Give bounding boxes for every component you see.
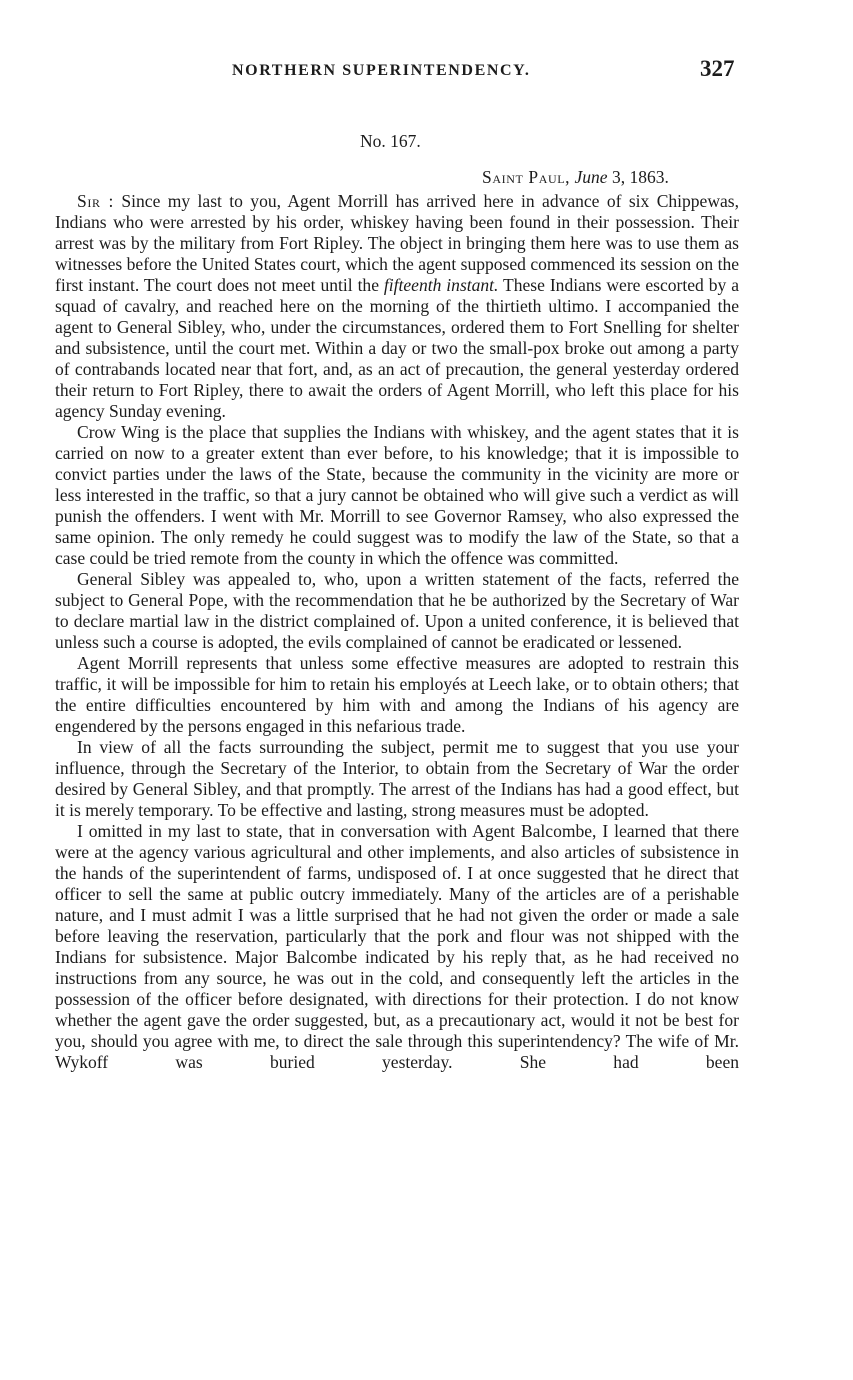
page-number: 327 <box>700 56 735 81</box>
paragraph-1-text-a: Since my last to you, Agent Morrill has arrived here in advance of six Chippewas, Indians who were arrested by his order, whiskey having been found in their possession. Their arrest was by the military from Fort Ripley. The object in bringing them here was to use them as witnesses before the United States court, which the agent supposed commenced its session on the first instant. The court does not meet until the <box>55 191 739 295</box>
paragraph-1 <box>55 191 739 422</box>
salutation: Sir : <box>77 191 115 211</box>
document-number: No. 167. <box>360 131 421 151</box>
paragraph-6: I omitted in my last to state, that in conversation with Agent Balcombe, I learned that there were at the agency various agricultural and other implements, and also articles of subsistence in the hands of the superintendent of farms, undisposed of. I at once suggested that he direct that officer to sell the same at public outcry immediately. Many of the articles are of a perishable nature, and I must admit I was a little surprised that he had not given the order or made a sale before leaving the reservation, particularly that the pork and flour was not shipped with the Indians for subsistence. Major Balcombe indicated by his reply that, as he had received no instructions from any source, he was out in the cold, and consequently left the articles in the possession of the officer before designated, with directions for their protection. I do not know whether the agent gave the order suggested, but, as a precautionary act, would it not be best for you, should you agree with me, to direct the sale through this superintendency? The wife of Mr. Wykoff was buried yesterday. She had been <box>55 821 739 1072</box>
running-title: NORTHERN SUPERINTENDENCY. <box>232 62 531 79</box>
letter-body <box>55 191 739 1073</box>
dateline-day-year: 3, 1863. <box>611 167 669 187</box>
paragraph-4: Agent Morrill represents that unless some effective measures are adopted to restrain this traffic, it will be impossible for him to retain his employés at Leech lake, or to obtain others; that the entire difficulties encountered by him with and among the Indians of his agency are engendered by the persons engaged in this nefarious trade. <box>55 653 739 736</box>
paragraph-3: General Sibley was appealed to, who, upon a written statement of the facts, referred the subject to General Pope, with the recommendation that he be authorized by the Secretary of War to declare martial law in the district complained of. Upon a united conference, it is believed that unless such a course is adopted, the evils complained of cannot be eradicated or lessened. <box>55 569 739 652</box>
dateline-place: Saint Paul, <box>482 167 571 187</box>
dateline-month: June <box>574 167 608 187</box>
paragraph-1-emphasis: fifteenth instant. <box>383 275 499 295</box>
dateline <box>482 167 669 188</box>
paragraph-1-text-b: These Indians were escorted by a squad of cavalry, and reached here on the morning of the thirtieth ultimo. I accompanied the agent to General Sibley, who, under the circumstances, ordered them to Fort Snelling for shelter and subsistence, until the court met. Within a day or two the small-pox broke out among a party of contrabands located near that fort, and, as an act of precaution, the general yesterday ordered their return to Fort Ripley, there to await the orders of Agent Morrill, who left this place for his agency Sunday evening. <box>55 275 739 421</box>
paragraph-2: Crow Wing is the place that supplies the Indians with whiskey, and the agent states that it is carried on now to a greater extent than ever before, to his knowledge; that it is impossible to convict parties under the laws of the State, because the community in the vicinity are more or less interested in the traffic, so that a jury cannot be obtained who will give such a verdict as will punish the offenders. I went with Mr. Morrill to see Governor Ramsey, who also expressed the same opinion. The only remedy he could suggest was to modify the law of the State, so that a case could be tried remote from the county in which the offence was committed. <box>55 422 739 568</box>
paragraph-5: In view of all the facts surrounding the subject, permit me to suggest that you use your influence, through the Secretary of the Interior, to obtain from the Secretary of War the order desired by General Sibley, and that promptly. The arrest of the Indians has had a good effect, but it is merely temporary. To be effective and lasting, strong measures must be adopted. <box>55 737 739 820</box>
